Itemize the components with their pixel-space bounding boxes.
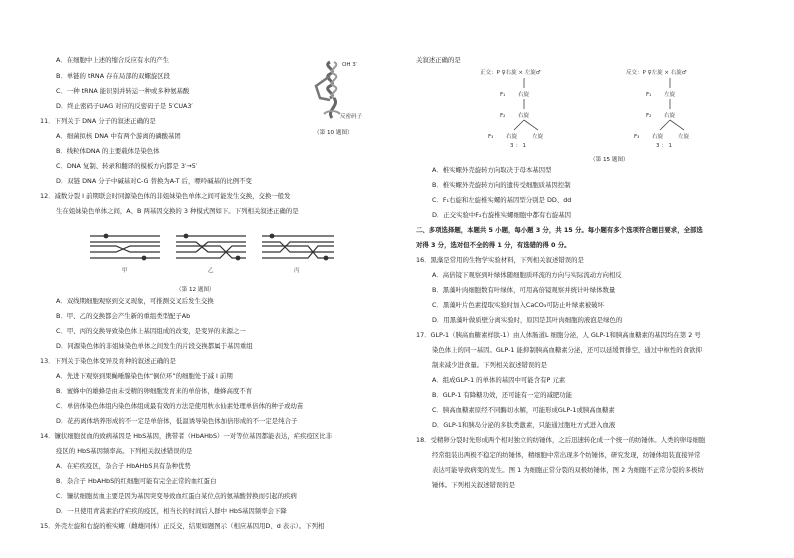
q15-forward-f1-value: 右旋 (518, 92, 530, 98)
q10-anticodon-label: 反密码子 (340, 114, 363, 120)
q16-option-d: D．用黑藻叶做质壁分离实验时，原因是其叶肉细胞的液泡是绿色的 (432, 316, 623, 324)
q12-option-d: D．同源染色体的非姐妹染色单体之间发生的片段交换都属于基因重组 (56, 342, 253, 350)
q10-option-d: D．终止密码子UAG 对应的反密码子是 5′CUA3′ (56, 102, 193, 110)
q15-option-a: A．椎实螺外壳旋转方向取决于母本基因型 (432, 166, 552, 174)
q15-forward-title: 正交：P ♀右旋 × 左旋♂ (480, 70, 541, 76)
q12-panel-jia (90, 234, 160, 261)
q13-stem: 13．下列关于染色体变异及育种的叙述正确的是 (40, 357, 176, 365)
q16-option-a: A．高倍镜下观察到叶绿体随细胞质环流的方向与实际流动方向相反 (432, 271, 622, 279)
q15-reverse-f1-label: F₁ (646, 92, 652, 98)
q14-option-c: C．镰状细胞贫血主要是因为基因突变导致血红蛋白某位点的氨基酸替换而引起的疾病 (56, 492, 297, 500)
q18-stem-1: 18．受精卵分裂时先形成两个相对独立的纺锤体，之后迅速转化成一个统一的纺锤体。人类的卵母细胞 (416, 436, 706, 444)
q15-reverse-ratio: 3 ： 1 (656, 143, 672, 149)
q15-forward-f3-a: 右旋 (506, 134, 518, 140)
q15-stem: 15．外壳左旋和右旋的椎实螺（雌雄同体）正反交，结果如题图示（相应基因用D、d 表示）。下列相 (40, 522, 325, 530)
q15-stem-cont: 关叙述正确的是 (416, 56, 461, 64)
q14-stem-2: 疫区的 HbS基因频率高。下列相关叙述错误的是 (56, 447, 193, 455)
q11-option-c: C．DNA 复制、转录和翻译的模板方向都是 3′→5′ (56, 162, 198, 170)
q13-option-a: A．先进下观察到果蝇唾腺染色体“倒位环”的细胞处于减 I 前期 (56, 372, 233, 380)
q10-option-b: B．单链的 tRNA 存在局部的双螺旋区段 (56, 72, 171, 80)
q17-stem-1: 17．GLP-1（胰高血糖素样肽-1）由人体肠道L 细胞分泌，人 GLP-1和胰高血糖素的基因均在第 2 号 (416, 331, 701, 339)
q12-panel-bing (262, 234, 334, 261)
q15-reverse-f2-label: F₂ (646, 113, 652, 119)
q17-option-a: A．组成GLP-1 的单体的基因中可能含有P 元素 (432, 376, 566, 384)
q15-reverse-f3-label: F₃ (634, 134, 640, 140)
q18-stem-4: 锤体。下列相关叙述错误的是 (432, 481, 516, 489)
q15-figure (480, 66, 750, 150)
q10-3prime-label: OH 3′ (342, 62, 357, 68)
q14-option-a: A．在疟疾疫区，杂合子 HbAHbS具有杂种优势 (56, 462, 191, 470)
q12-option-b: B．甲、乙的交换都会产生新的重组类型配子Ab (56, 312, 191, 320)
q12-label-yi: 乙 (208, 268, 214, 274)
q11-stem: 11．下列关于 DNA 分子的叙述正确的是 (40, 117, 156, 125)
q13-option-d: D．花药离体培养形成的不一定是单倍体，低温诱导染色体加倍形成的不一定是纯合子 (56, 417, 298, 425)
q15-caption: （第 15 题图） (590, 157, 629, 163)
q11-option-b: B．线粒体DNA 的主要载体是染色体 (56, 147, 160, 155)
section-2-heading-1: 二、多项选择题，本题共 5 小题，每小题 3 分，共 15 分。每小题有多个选项符合题目要求，全部选 (416, 226, 703, 234)
section-2-heading-2: 对得 3 分，选对但不全的得 1 分，有选错的得 0 分。 (416, 241, 571, 249)
q15-reverse-f3-b: 左旋 (678, 134, 690, 140)
q18-stem-3: 表达可能导致病变的发生。图 1 为细胞正常分裂的双极纺锤体，图 2 为细胞不正常分裂的多极纺 (432, 466, 704, 474)
q17-option-b: B．GLP-1 有降糖功效，还可能有一定的减肥功能 (432, 391, 573, 399)
q14-stem-1: 14．镰状细胞贫血的致病基因是 HbS基因，携带者（HbAHbS）一对等位基因都能表达，疟疾疫区比非 (40, 432, 333, 440)
q15-forward-f3-label: F₃ (488, 134, 494, 140)
q15-option-c: C．F₁右旋和左旋椎实螺的基因型分别是 DD、dd (432, 196, 572, 204)
q16-option-c: C．黑藻叶片色素提取实验时加入CaCO₃可防止叶绿素被破坏 (432, 301, 604, 309)
q15-reverse-f1-value: 左旋 (664, 92, 676, 98)
q11-option-a: A．细菌拟核 DNA 中有两个游离的磷酸基团 (56, 132, 181, 140)
q14-option-b: B．杂合子 HbAHbS的红细胞可能有完全正常的血红蛋白 (56, 477, 217, 485)
q12-stem-1: 12．减数分裂 I 前期联会时同源染色体的非姐妹染色单体之间可能发生交换，交换一般发 (40, 192, 291, 200)
q17-option-c: C．胰高血糖素原经不同酶切水解，可能形成GLP-1或胰高血糖素 (432, 406, 615, 414)
q15-forward-f3-b: 左旋 (532, 134, 544, 140)
q15-option-d: D．正交实验中F₂右旋椎实螺细胞中都有右旋基因 (432, 211, 571, 219)
q12-label-bing: 丙 (294, 268, 300, 274)
q15-forward-f1-label: F₁ (500, 92, 506, 98)
q15-option-b: B．椎实螺外壳旋转方向的遗传受细胞质基因控制 (432, 181, 571, 189)
q12-figure (86, 222, 338, 278)
q10-option-c: C．一种 tRNA 能识别并转运一种或多种氨基酸 (56, 87, 190, 95)
q15-reverse-f2-value: 右旋 (664, 113, 676, 119)
q12-label-jia: 甲 (122, 268, 128, 274)
q16-option-b: B．黑藻叶肉细胞数有叶绿体，可用高倍镜观察并统计叶绿体数量 (432, 286, 616, 294)
q15-reverse-title: 反交：P ♀左旋 × 右旋♂ (626, 70, 687, 76)
q15-forward-f2-value: 右旋 (518, 113, 530, 119)
q13-option-c: C．单倍体染色体组内染色体组成最有效的方法是使用秋水仙素处理单倍体的种子或幼苗 (56, 402, 304, 410)
q17-stem-2: 染色体上的同一基因。GLP-1 能抑制胰高血糖素分泌，还可以延缓胃排空，通过中枢性的食欲抑 (432, 346, 702, 354)
q12-stem-2: 生在姐妹染色单体之间，A、B 两基因交换的 3 种模式图如下。下列相关叙述正确的是 (56, 207, 299, 215)
q13-option-b: B．蜜蜂中的雄蜂是由未受精的卵细胞发育来的单倍体，雄蜂高度不育 (56, 387, 253, 395)
q15-forward-cross (480, 68, 544, 149)
q16-stem: 16．黑藻是常用的生物学实验材料，下列相关叙述错误的是 (416, 256, 584, 264)
q17-option-d: D．GLP-1和胰岛分泌的多肽类激素，只能通过胞吐方式进入血液 (432, 421, 616, 429)
q15-forward-f2-label: F₂ (500, 113, 506, 119)
q10-figure (300, 56, 380, 126)
q17-stem-3: 制来减少进食量。下列相关叙述错误的是 (432, 361, 548, 369)
q12-caption: （第 12 题图） (176, 287, 215, 293)
q15-reverse-f3-a: 右旋 (652, 134, 664, 140)
q15-forward-ratio: 3 ： 1 (510, 143, 526, 149)
q18-stem-2: 经常组装出两极不稳定的纺锤体，精细胞中常出现多个纺锤体，研究发现，纺锤体组装直接异常 (432, 451, 701, 459)
q12-option-a: A．双线期细胞观察到交叉现象，可推测交叉后发生交换 (56, 297, 214, 305)
q14-option-d: D．一旦使用青蒿素治疗疟疾的疫区，相当长的时间后人群中 HbS基因频率会下降 (56, 507, 287, 515)
q12-option-c: C．甲、丙的交换导致染色体上基因组成的改变，是变异的来源之一 (56, 327, 246, 335)
q10-caption: （第 10 题图） (314, 130, 353, 136)
q10-option-a: A．在细胞中上述的缩合反应有水的产生 (56, 56, 170, 64)
q11-option-d: D．双链 DNA 分子中碱基对C-G 替换为A-T 后，嘌呤碱基的比例不变 (56, 177, 252, 185)
q15-reverse-cross (626, 68, 690, 149)
q12-panel-yi (176, 234, 246, 261)
